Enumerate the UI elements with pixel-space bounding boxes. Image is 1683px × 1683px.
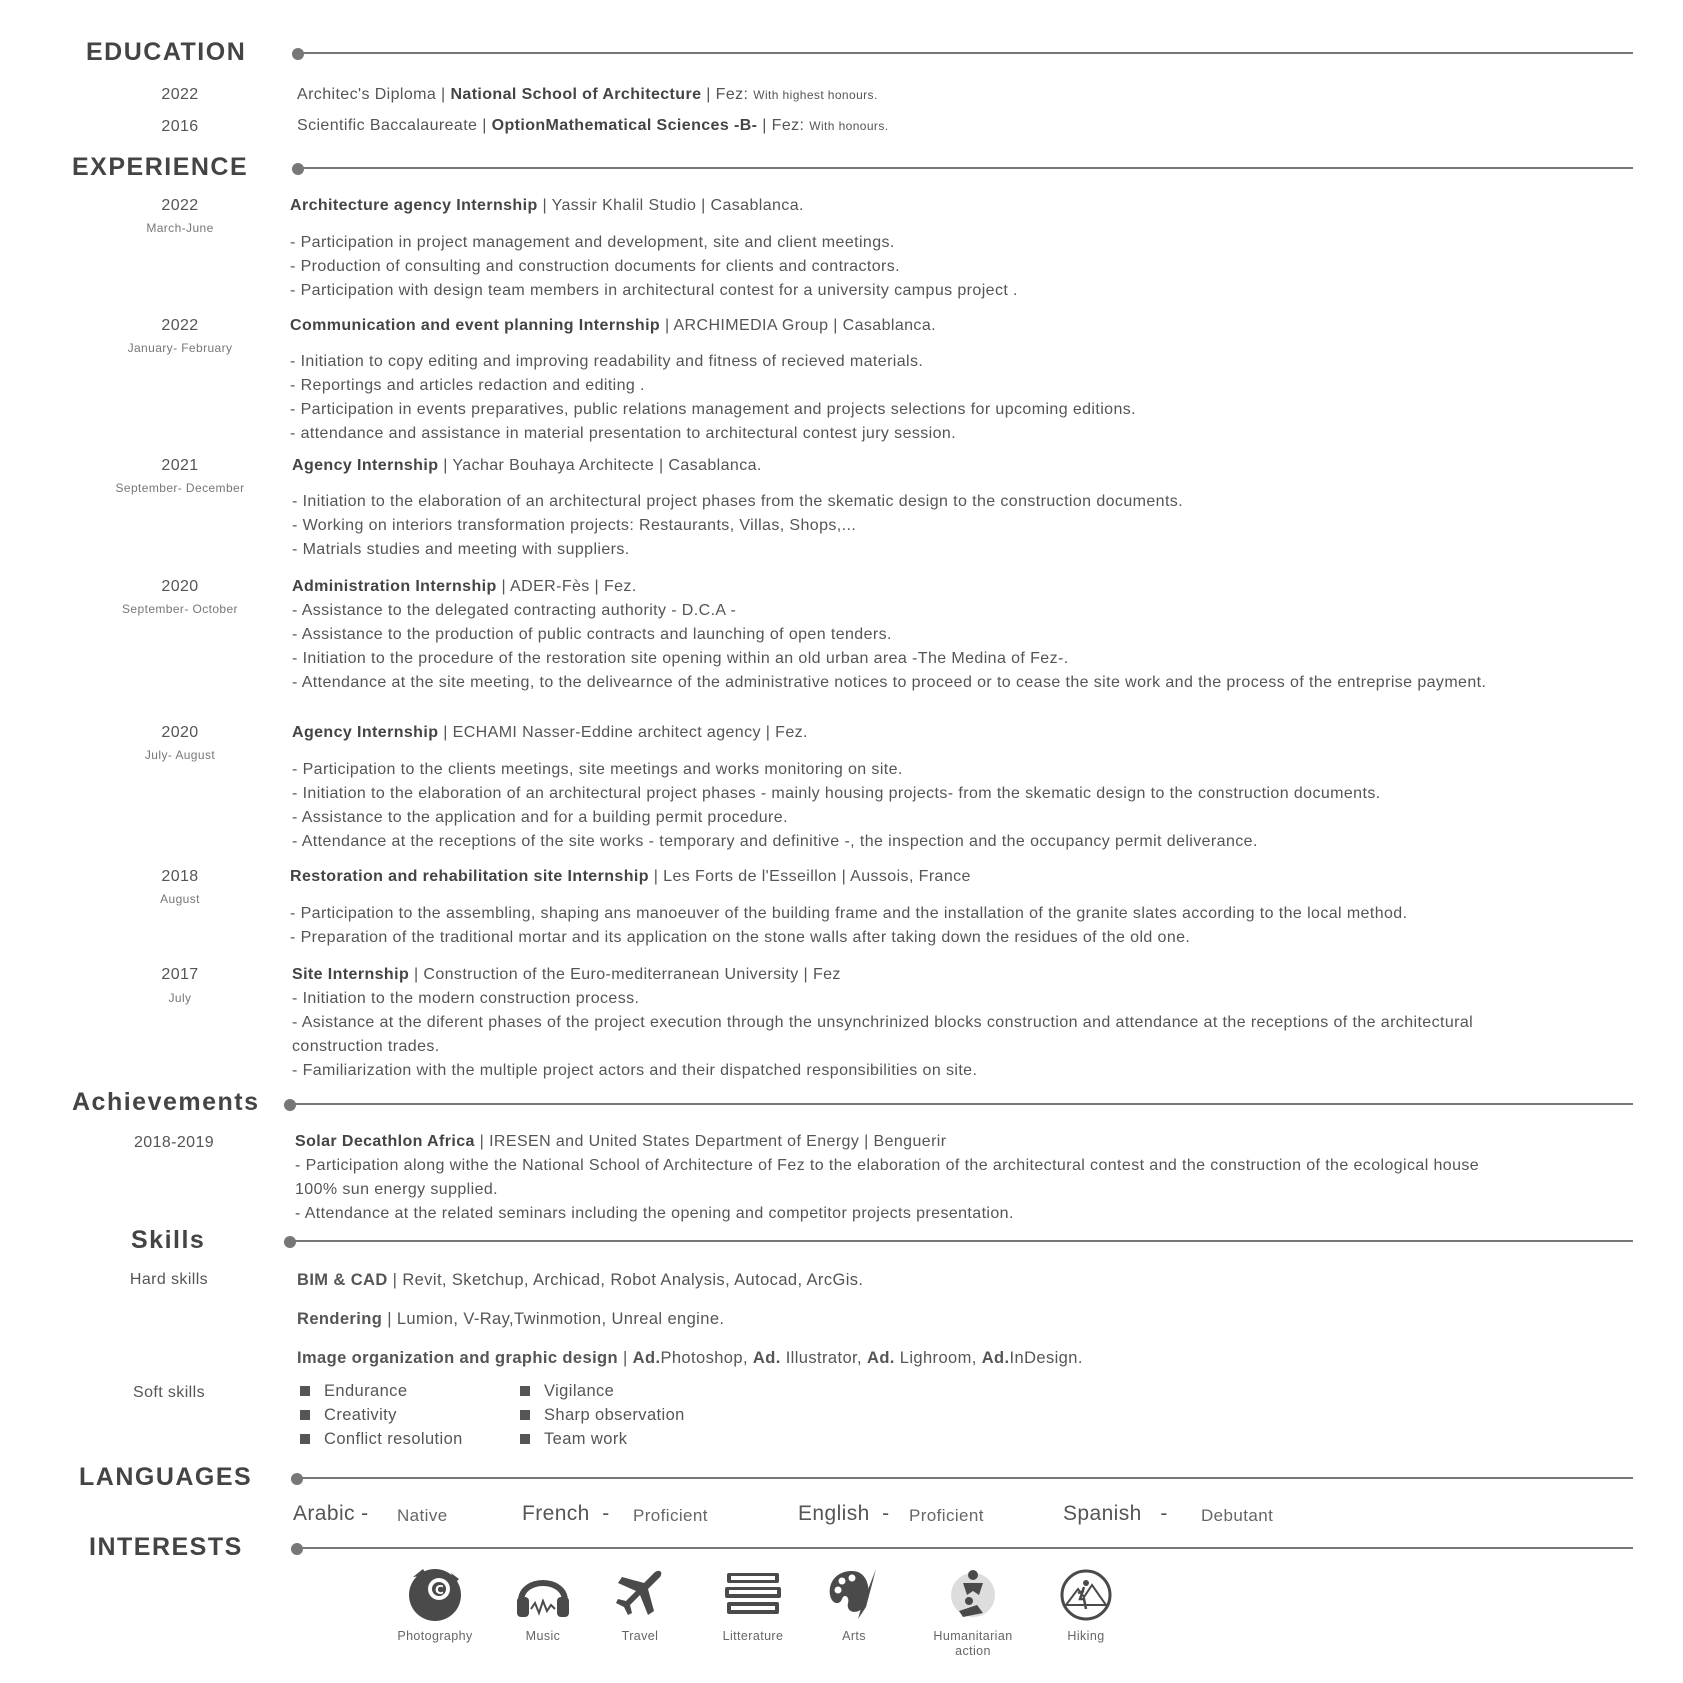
soft-skill-label: Conflict resolution [324, 1430, 463, 1448]
square-bullet-icon [300, 1410, 310, 1420]
interest-arts [799, 1565, 909, 1644]
experience-bullet: - Assistance to the delegated contracting authority - D.C.A - [292, 602, 737, 619]
organization: | ADER-Fès | Fez. [501, 578, 637, 595]
experience-bullet: - Working on interiors transformation projects: Restaurants, Villas, Shops,... [292, 517, 857, 534]
experience-year: 2021 [161, 457, 199, 474]
organization: | Les Forts de l'Esseillon | Aussois, France [653, 868, 971, 885]
experience-heading [292, 966, 841, 984]
skill-rendering [297, 1310, 724, 1329]
ad-prefix: Ad. [981, 1349, 1010, 1367]
section-title-achievements: Achievements [72, 1088, 260, 1116]
experience-bullet: - Participation to the assembling, shaping ans manoeuver of the building frame and the installation of the granite slates according to the local method. [290, 905, 1408, 922]
experience-year: 2018 [161, 868, 199, 885]
interest-travel [585, 1565, 695, 1644]
section-divider [298, 167, 1633, 169]
language-name: English - [798, 1502, 890, 1525]
experience-bullet: - Initiation to copy editing and improving readability and fitness of recieved materials. [290, 353, 924, 370]
experience-period: August [160, 892, 200, 906]
soft-skill-item [520, 1406, 685, 1425]
soft-skill-label: Endurance [324, 1382, 408, 1400]
soft-skill-label: Sharp observation [544, 1406, 685, 1424]
organization: | IRESEN and United States Department of Energy | Benguerir [479, 1133, 947, 1150]
interest-label: Photography [397, 1629, 473, 1643]
experience-bullet: - Initiation to the modern construction process. [292, 990, 640, 1007]
section-title-education: EDUCATION [86, 38, 247, 66]
experience-heading [290, 868, 971, 886]
skill-title: Rendering [297, 1310, 383, 1328]
experience-period: September- October [122, 602, 238, 616]
software: InDesign. [1009, 1349, 1083, 1367]
soft-skill-item [300, 1406, 397, 1425]
language-name: Spanish - [1063, 1502, 1168, 1525]
soft-skill-item [520, 1382, 614, 1401]
camera-icon [405, 1565, 465, 1623]
city: Fez: [715, 86, 749, 103]
soft-skill-item [300, 1382, 407, 1401]
achievement-bullet: - Attendance at the related seminars including the opening and competitor projects presentation. [295, 1205, 1014, 1222]
school: OptionMathematical Sciences -B- [491, 117, 758, 134]
organization: | Yassir Khalil Studio | Casablanca. [542, 197, 804, 214]
experience-bullet: - Attendance at the receptions of the site works - temporary and definitive -, the inspection and the occupancy permit deliverance. [292, 833, 1258, 850]
language-level: Proficient [633, 1506, 708, 1525]
achievement-bullet: 100% sun energy supplied. [295, 1181, 499, 1198]
degree: Architec's Diploma [297, 86, 437, 103]
language-level: Proficient [909, 1506, 984, 1525]
experience-heading [290, 197, 804, 215]
section-dot [291, 1473, 303, 1485]
organization: | Construction of the Euro-mediterranean University | Fez [413, 966, 841, 983]
section-dot [292, 48, 304, 60]
skill-list: | Lumion, V-Ray,Twinmotion, Unreal engine. [387, 1310, 725, 1328]
separator: | [623, 1349, 628, 1367]
achievement-heading [295, 1133, 946, 1151]
square-bullet-icon [520, 1386, 530, 1396]
experience-year: 2017 [161, 966, 199, 983]
language-level: Native [397, 1506, 448, 1525]
experience-bullet: - attendance and assistance in material presentation to architectural contest jury session. [290, 425, 957, 442]
software: Photoshop, [660, 1349, 748, 1367]
honours-note: With highest honours. [753, 88, 878, 102]
soft-skill-label: Creativity [324, 1406, 397, 1424]
experience-bullet: - Preparation of the traditional mortar and its application on the stone walls after taking down the residues of the old one. [290, 929, 1191, 946]
experience-bullet: - Attendance at the site meeting, to the delivearnce of the administrative notices to proceed or to cease the site work and the process of the entreprise payment. [292, 674, 1487, 691]
ad-prefix: Ad. [867, 1349, 895, 1367]
experience-period: September- December [115, 481, 245, 495]
section-title-languages: LANGUAGES [79, 1463, 253, 1491]
language-level: Debutant [1201, 1506, 1274, 1525]
soft-skill-label: Team work [544, 1430, 628, 1448]
achievement-bullet: - Participation along withe the National School of Architecture of Fez to the elaboration of the architectural contest and the construction of the ecological house [295, 1157, 1480, 1174]
soft-skill-item [520, 1430, 627, 1449]
svg-text:C: C [435, 1583, 445, 1597]
experience-heading [292, 457, 762, 475]
experience-year: 2022 [161, 197, 199, 214]
experience-year: 2020 [161, 578, 199, 595]
interest-literature [698, 1565, 808, 1644]
section-dot [291, 1543, 303, 1555]
organization: | ARCHIMEDIA Group | Casablanca. [664, 317, 936, 334]
section-dot [292, 163, 304, 175]
role: Site Internship [292, 966, 410, 983]
square-bullet-icon [520, 1410, 530, 1420]
education-entry: Architec's Diploma | National School of Architecture | Fez: With highest honours. [297, 86, 878, 103]
interest-label: Arts [842, 1629, 866, 1643]
experience-year: 2020 [161, 724, 199, 741]
role: Agency Internship [292, 724, 439, 741]
section-dot [284, 1099, 296, 1111]
achievement-year: 2018-2019 [133, 1134, 215, 1151]
section-divider [297, 1547, 1633, 1549]
experience-period: July- August [144, 748, 216, 762]
section-divider [290, 1240, 1633, 1242]
hard-skills-label: Hard skills [129, 1271, 209, 1288]
airplane-icon [610, 1565, 670, 1623]
interest-label: Humanitarian action [933, 1629, 1013, 1658]
experience-bullet: - Familiarization with the multiple project actors and their dispatched responsibilities on site. [292, 1062, 978, 1079]
experience-bullet: - Initiation to the elaboration of an architectural project phases - mainly housing projects- from the skematic design to the construction documents. [292, 785, 1381, 802]
experience-bullet: - Initiation to the elaboration of an architectural project phases from the skematic design to the construction documents. [292, 493, 1184, 510]
experience-bullet: - Asistance at the diferent phases of the project execution through the unsynchrinized blocks construction and attendance at the receptions of the architectural [292, 1014, 1474, 1031]
experience-bullet: - Participation to the clients meetings, site meetings and works monitoring on site. [292, 761, 903, 778]
experience-heading [292, 578, 637, 596]
ad-prefix: Ad. [632, 1349, 661, 1367]
experience-bullet: - Reportings and articles redaction and editing . [290, 377, 645, 394]
soft-skills-label: Soft skills [133, 1384, 205, 1401]
experience-bullet: - Participation in project management and development, site and client meetings. [290, 234, 895, 251]
role: Architecture agency Internship [290, 197, 538, 214]
education-entry: Scientific Baccalaureate | OptionMathematical Sciences -B- | Fez: With honours. [297, 117, 889, 134]
experience-bullet: - Participation in events preparatives, public relations management and projects selections for upcoming editions. [290, 401, 1137, 418]
interest-label: Travel [621, 1629, 659, 1643]
organization: | ECHAMI Nasser-Eddine architect agency | Fez. [443, 724, 808, 741]
interest-photography [380, 1565, 490, 1644]
interest-label: Hiking [1067, 1629, 1105, 1643]
palette-icon [824, 1565, 884, 1623]
city: Fez: [771, 117, 805, 134]
education-year: 2016 [161, 118, 199, 135]
books-icon [721, 1565, 785, 1623]
skill-title: BIM & CAD [297, 1271, 388, 1289]
interest-humanitarian [918, 1565, 1028, 1659]
experience-period: March-June [146, 221, 214, 235]
experience-bullet: - Participation with design team members in architectural contest for a university campus project . [290, 282, 1018, 299]
interest-label: Music [525, 1629, 561, 1643]
section-divider [290, 1103, 1633, 1105]
experience-bullet: - Assistance to the application and for a building permit procedure. [292, 809, 788, 826]
education-year: 2022 [161, 86, 199, 103]
role: Solar Decathlon Africa [295, 1133, 475, 1150]
section-title-interests: INTERESTS [89, 1533, 243, 1561]
role: Communication and event planning Internship [290, 317, 661, 334]
language-name: French - [522, 1502, 610, 1525]
square-bullet-icon [300, 1434, 310, 1444]
headphones-icon [513, 1565, 573, 1623]
experience-year: 2022 [161, 317, 199, 334]
experience-bullet: construction trades. [292, 1038, 440, 1055]
experience-heading [292, 724, 808, 742]
skill-title: Image organization and graphic design [297, 1349, 619, 1367]
software: Lighroom, [899, 1349, 977, 1367]
soft-skill-item [300, 1430, 463, 1449]
experience-bullet: - Matrials studies and meeting with suppliers. [292, 541, 630, 558]
experience-period: January- February [127, 341, 233, 355]
square-bullet-icon [300, 1386, 310, 1396]
section-divider [298, 52, 1633, 54]
section-title-experience: EXPERIENCE [72, 153, 249, 181]
role: Restoration and rehabilitation site Internship [290, 868, 649, 885]
section-dot [284, 1236, 296, 1248]
square-bullet-icon [520, 1434, 530, 1444]
humanitarian-icon [943, 1565, 1003, 1623]
section-divider [297, 1477, 1633, 1479]
experience-bullet: - Production of consulting and construction documents for clients and contractors. [290, 258, 900, 275]
experience-heading [290, 317, 936, 335]
software: Illustrator, [785, 1349, 863, 1367]
hiking-icon [1056, 1565, 1116, 1623]
soft-skill-label: Vigilance [544, 1382, 615, 1400]
experience-bullet: - Initiation to the procedure of the restoration site opening within an old urban area -The Medina of Fez-. [292, 650, 1069, 667]
interest-music [488, 1565, 598, 1644]
section-title-skills: Skills [131, 1226, 206, 1254]
experience-period: July [168, 991, 192, 1005]
interest-label: Litterature [722, 1629, 784, 1643]
role: Agency Internship [292, 457, 439, 474]
organization: | Yachar Bouhaya Architecte | Casablanca. [443, 457, 762, 474]
degree: Scientific Baccalaureate [297, 117, 478, 134]
role: Administration Internship [292, 578, 497, 595]
language-name: Arabic - [293, 1502, 369, 1525]
interest-hiking [1031, 1565, 1141, 1644]
ad-prefix: Ad. [752, 1349, 781, 1367]
skill-list: | Revit, Sketchup, Archicad, Robot Analysis, Autocad, ArcGis. [392, 1271, 864, 1289]
skill-bim-cad [297, 1271, 863, 1290]
skill-graphic-design [297, 1349, 1083, 1368]
experience-bullet: - Assistance to the production of public contracts and launching of open tenders. [292, 626, 892, 643]
school: National School of Architecture [450, 86, 702, 103]
honours-note: With honours. [809, 119, 889, 133]
